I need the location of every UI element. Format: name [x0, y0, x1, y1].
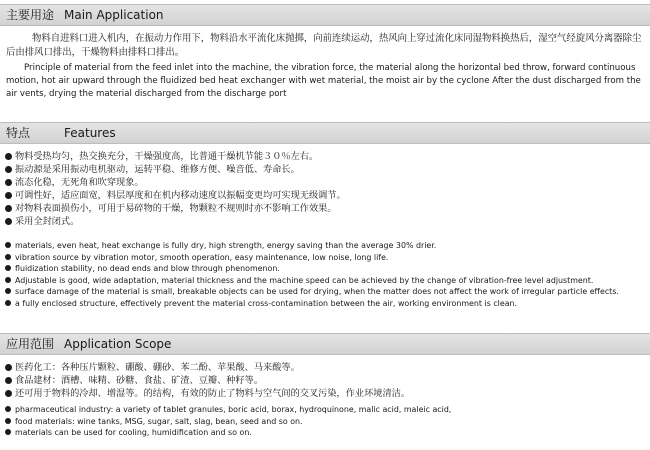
section-title-zh: 特点: [6, 126, 31, 140]
section-title-zh: 主要用途: [6, 8, 55, 22]
list-item: materials can be used for cooling, humidification and so on.: [4, 427, 451, 439]
section-header-main-application: [0, 4, 650, 26]
scope-list-en: [4, 404, 451, 439]
bullet-icon: [5, 418, 11, 424]
bullet-icon: [5, 300, 11, 306]
list-item: 对物料表面损伤小，可用于易碎物的干燥，物颗粒不规则时亦不影响工作效果。: [4, 202, 346, 215]
list-item: 医药化工：各种压片颗粒、硼酸、硼砂、苯二酚、苹果酸、马来酸等。: [4, 361, 410, 374]
bullet-icon: [5, 179, 12, 186]
bullet-icon: [5, 254, 11, 260]
bullet-icon: [5, 242, 11, 248]
scope-list-zh: [4, 361, 410, 400]
list-item: vibration source by vibration motor, smooth operation, easy maintenance, low noise, long life.: [4, 252, 619, 264]
list-item: 流态化稳，无死角和吹穿现象。: [4, 176, 346, 189]
bullet-icon: [5, 277, 11, 283]
list-item: 可调性好，适应面宽，料层厚度和在机内移动速度以振幅变更均可实现无级调节。: [4, 189, 346, 202]
bullet-icon: [5, 192, 12, 199]
list-item: Adjustable is good, wide adaptation, material thickness and the machine speed can be achieved by the change of vibration-free level adjustment.: [4, 275, 619, 287]
bullet-icon: [5, 288, 11, 294]
section-title-en: Application Scope: [64, 337, 172, 351]
features-list-zh: [4, 150, 346, 228]
bullet-icon: [5, 218, 12, 225]
bullet-icon: [5, 153, 12, 160]
bullet-icon: [5, 406, 11, 412]
bullet-icon: [5, 166, 12, 173]
list-item: 采用全封闭式。: [4, 215, 346, 228]
bullet-icon: [5, 364, 12, 371]
bullet-icon: [5, 265, 11, 271]
bullet-icon: [5, 390, 12, 397]
list-item: 食品建材：酒槽、味精、砂糖、食盐、矿渣、豆瓣、种籽等。: [4, 374, 410, 387]
main-application-text-zh: 物料自进料口进入机内，在振动力作用下，物料沿水平流化床抛掷，向前连续运动，热风向上穿过流化床同湿物料换热后，湿空气经旋风分离器除尘后由排风口排出，干燥物料由排料口排出。: [6, 33, 642, 58]
features-list-en: [4, 240, 619, 309]
list-item: pharmaceutical industry: a variety of tablet granules, boric acid, borax, hydroquinone, malic acid, maleic acid,: [4, 404, 451, 416]
section-title-zh: 应用范围: [6, 337, 55, 351]
list-item: 振动源是采用振动电机驱动，运转平稳、维修方便、噪音低、寿命长。: [4, 163, 346, 176]
list-item: materials, even heat, heat exchange is fully dry, high strength, energy saving than the average 30% drier.: [4, 240, 619, 252]
list-item: 物料受热均匀，热交换充分，干燥强度高，比普通干燥机节能３０％左右。: [4, 150, 346, 163]
list-item: a fully enclosed structure, effectively prevent the material cross-contamination between the air, working environment is clean.: [4, 298, 619, 310]
bullet-icon: [5, 377, 12, 384]
main-application-text-en: Principle of material from the feed inlet into the machine, the vibration force, the material along the horizontal bed throw, forward continuous motion, hot air upward through the fluidized bed heat exchanger with wet material, the moist air by the cyclone After the dust discharged from the air vents, drying the material discharged from the discharge port: [6, 63, 641, 99]
section-title-en: Features: [64, 126, 116, 140]
list-item: food materials: wine tanks, MSG, sugar, salt, slag, bean, seed and so on.: [4, 416, 451, 428]
section-header-application-scope: [0, 333, 650, 355]
list-item: surface damage of the material is small, breakable objects can be used for drying, when the matter does not affect the work of irregular particle effects.: [4, 286, 619, 298]
bullet-icon: [5, 205, 12, 212]
section-header-features: [0, 122, 650, 144]
bullet-icon: [5, 429, 11, 435]
section-title-en: Main Application: [64, 8, 164, 22]
list-item: fluidization stability, no dead ends and blow through phenomenon.: [4, 263, 619, 275]
list-item: 还可用于物料的冷却、增湿等。的结构，有效的防止了物料与空气间的交叉污染，作业环境清洁。: [4, 387, 410, 400]
